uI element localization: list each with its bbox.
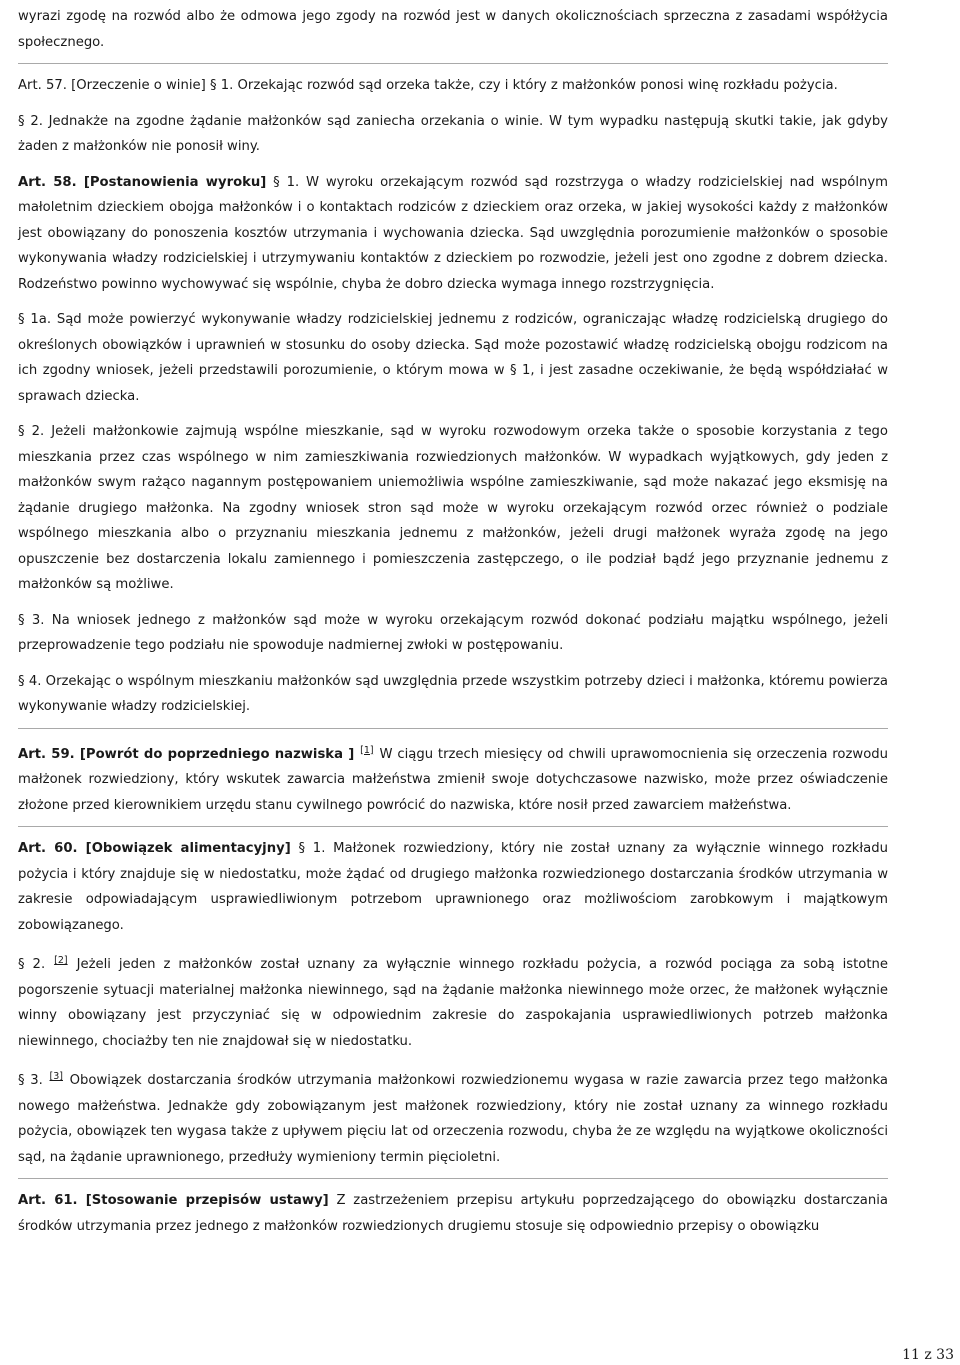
divider [18, 63, 888, 64]
article-57-section-2: § 2. Jednakże na zgodne żądanie małżonków sąd zaniecha orzekania o winie. W tym wypadku następują skutki takie, jak gdyby żaden z małżonków nie ponosił winy. [18, 113, 888, 154]
article-57-section-1: § 1. Orzekając rozwód sąd orzeka także, czy i który z małżonków ponosi winę rozkładu pożycia. [209, 78, 838, 93]
page-number: 11 z 33 [902, 1347, 954, 1363]
article-59-paragraph [18, 738, 888, 819]
footnote-link[interactable]: [3] [49, 1071, 63, 1082]
article-60 [18, 836, 888, 1170]
divider [18, 826, 888, 827]
article-61-heading: Art. 61. [Stosowanie przepisów ustawy] [18, 1193, 329, 1208]
article-60-paragraph-3 [18, 1064, 888, 1170]
divider [18, 1178, 888, 1179]
article-58 [18, 170, 888, 720]
article-60-section-2-label: § 2. [18, 957, 46, 972]
divider [18, 728, 888, 729]
article-61 [18, 1188, 888, 1239]
article-60-section-3-text: Obowiązek dostarczania środków utrzymania małżonkowi rozwiedzionemu wygasa w razie zawarcia przez tego małżonka nowego małżeństwa. Jednakże gdy zobowiązanym jest małżonek rozwiedziony, który nie został uznany za winnego rozkładu pożycia, obowiązek ten wygasa także z upływem pięciu lat od orzeczenia rozwodu, chyba że ze względu na wyjątkowe okoliczności sąd, na żądanie uprawnionego, przedłuży wymieniony termin pięcioletni. [18, 1073, 888, 1165]
article-58-section-3: § 3. Na wniosek jednego z małżonków sąd może w wyroku orzekającym rozwód dokonać podziału majątku wspólnego, jeżeli przeprowadzenie tego podziału nie spowoduje nadmiernej zwłoki w postępowaniu. [18, 612, 888, 653]
article-61-text: Z zastrzeżeniem przepisu artykułu poprzedzającego do obowiązku dostarczania środków utrzymania przez jednego z małżonków rozwiedzionych drugiemu stosuje się odpowiednio przepisy o obowiązku [18, 1193, 888, 1234]
article-58-section-1a: § 1a. Sąd może powierzyć wykonywanie władzy rodzicielskiej jednemu z rodziców, ograniczając władzę rodzicielską drugiego do określonych obowiązków i uprawnień w stosunku do osoby dziecka. Sąd może pozostawić władzę rodzicielską obojgu rodzicom na ich zgodny wniosek, jeżeli przedstawili porozumienie, o którym mowa w § 1, i jest zasadne oczekiwanie, że będą współdziałać w sprawach dziecka. [18, 312, 888, 404]
article-60-section-3-label: § 3. [18, 1073, 43, 1088]
article-59-heading: Art. 59. [Powrót do poprzedniego nazwiska ] [18, 746, 355, 762]
article-60-section-1: § 1. Małżonek rozwiedziony, który nie został uznany za wyłącznie winnego rozkładu pożycia i który znajduje się w niedostatku, może żądać od drugiego małżonka rozwiedzionego dostarczania środków utrzymania w zakresie odpowiadającym usprawiedliwionym potrzebom uprawnionego oraz możliwościom zarobkowym i majątkowym zobowiązanego. [18, 841, 888, 933]
article-59 [18, 738, 888, 819]
article-58-heading: Art. 58. [Postanowienia wyroku] [18, 174, 267, 190]
article-58-section-2: § 2. Jeżeli małżonkowie zajmują wspólne mieszkanie, sąd w wyroku rozwodowym orzeka także o sposobie korzystania z tego mieszkania przez czas wspólnego w nim zamieszkiwania rozwiedzionych małżonków. W wypadkach wyjątkowych, gdy jeden z małżonków swym rażąco nagannym postępowaniem uniemożliwia wspólne zamieszkiwanie, sąd może nakazać jego eksmisję na żądanie drugiego małżonka. Na zgodny wniosek stron sąd może w wyroku orzekającym rozwód orzec również o podziale wspólnego mieszkania albo o przyznaniu mieszkania jednemu z małżonków, jeżeli drugi małżonek wyraża zgodę na jego opuszczenie bez dostarczenia lokalu zamiennego i pomieszczenia zastępczego, o ile podział bądź jego przyznanie jednemu z małżonków są możliwe. [18, 424, 888, 592]
footnote-link[interactable]: [2] [54, 955, 68, 966]
article-57 [18, 73, 888, 160]
article-57-heading: Art. 57. [Orzeczenie o winie] [18, 78, 206, 93]
article-60-paragraph-1 [18, 836, 888, 938]
article-60-paragraph-2 [18, 948, 888, 1054]
article-58-paragraph-1 [18, 170, 888, 298]
article-59-text: W ciągu trzech miesięcy od chwili uprawomocnienia się orzeczenia rozwodu małżonek rozwiedziony, który wskutek zawarcia małżeństwa zmienił swoje dotychczasowe nazwisko, może przez oświadczenie złożone przed kierownikiem urzędu stanu cywilnego powrócić do nazwiska, które nosił przed zawarciem małżeństwa. [18, 746, 888, 813]
article-58-section-1: § 1. W wyroku orzekającym rozwód sąd rozstrzyga o władzy rodzicielskiej nad wspólnym małoletnim dzieckiem obojga małżonków i o kontaktach rodziców z dzieckiem oraz orzeka, w jakiej wysokości każdy z małżonków jest obowiązany do ponoszenia kosztów utrzymania i wychowania dziecka. Sąd uwzględnia porozumienie małżonków o sposobie wykonywania władzy rodzicielskiej i utrzymywaniu kontaktów z dzieckiem po rozwodzie, jeżeli jest ono zgodne z dobrem dziecka. Rodzeństwo powinno wychowywać się wspólnie, chyba że dobro dziecka wymaga innego rozstrzygnięcia. [18, 174, 888, 292]
article-60-section-2-text: Jeżeli jeden z małżonków został uznany za wyłącznie winnego rozkładu pożycia, a rozwód pociąga za sobą istotne pogorszenie sytuacji materialnej małżonka niewinnego, sąd na żądanie małżonka niewinnego może orzec, że małżonek wyłącznie winny obowiązany jest przyczyniać się w odpowiednim zakresie do zaspokajania usprawiedliwionych potrzeb małżonka niewinnego, chociażby ten nie znajdował się w niedostatku. [18, 957, 888, 1049]
article-60-heading: Art. 60. [Obowiązek alimentacyjny] [18, 841, 291, 856]
article-58-section-4: § 4. Orzekając o wspólnym mieszkaniu małżonków sąd uwzględnia przede wszystkim potrzeby dzieci i małżonka, któremu powierza wykonywanie władzy rodzicielskiej. [18, 673, 888, 714]
article-61-paragraph [18, 1188, 888, 1239]
article-57-paragraph-1 [18, 73, 888, 99]
top-paragraph: wyrazi zgodę na rozwód albo że odmowa jego zgody na rozwód jest w danych okolicznościach sprzeczna z zasadami współżycia społecznego. [18, 9, 888, 50]
footnote-link[interactable]: [1] [360, 744, 374, 756]
document-page [18, 4, 888, 1239]
